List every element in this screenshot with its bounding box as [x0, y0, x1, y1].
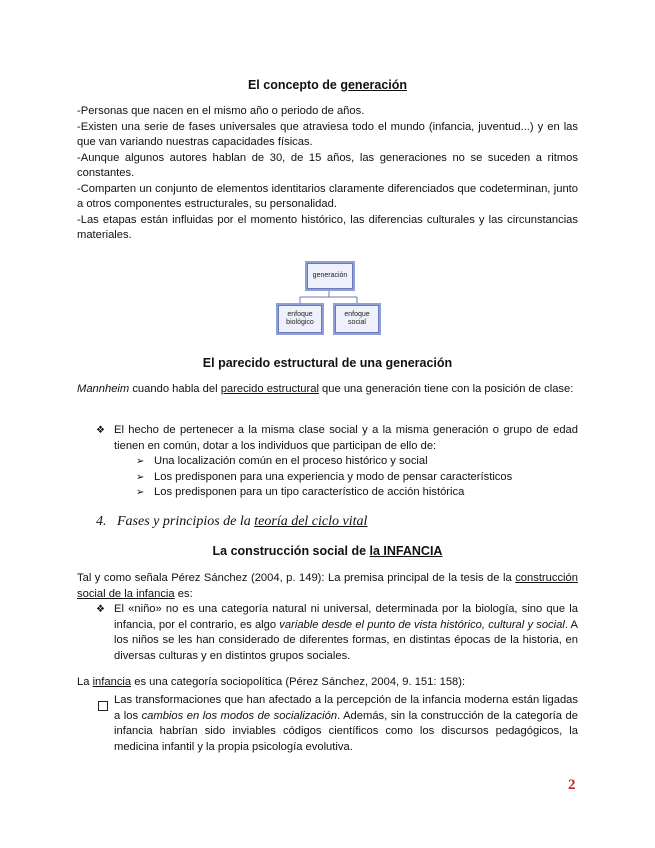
- intro-line: -Las etapas están influidas por el momento histórico, las diferencias culturales y las circunstancias materiales.: [77, 213, 578, 241]
- section-4-heading: 4. Fases y principios de la teoría del ciclo vital: [96, 514, 368, 529]
- diamond-bullet-icon: ❖: [96, 604, 105, 615]
- intro-line: -Personas que nacen en el mismo año o periodo de años.: [77, 105, 365, 117]
- diamond-bullet-icon: ❖: [96, 425, 105, 436]
- intro-line: -Aunque algunos autores hablan de 30, de 15 años, las generaciones no se suceden a ritmos constantes.: [77, 151, 578, 179]
- intro-line: -Existen una serie de fases universales que atraviesa todo el mundo (infancia, juventud...) y en las que van variando nuestras capacidades físicas.: [77, 120, 578, 148]
- arrow-bullet-icon: ➢: [136, 456, 145, 467]
- heading-concepto-generacion: [0, 78, 655, 92]
- checkbox-icon: [98, 697, 114, 715]
- heading-parecido-estructural: El parecido estructural de una generación: [202, 356, 453, 370]
- author-name: Mannheim: [77, 383, 130, 395]
- diagram-node-biologico: enfoque biológico: [278, 305, 322, 333]
- bullet-pertenecer: El hecho de pertenecer a la misma clase social y a la misma generación o grupo de edad tienen en común, dotar a los individuos que participan de ello de:: [114, 424, 578, 452]
- arrow-bullet-icon: ➢: [136, 472, 145, 483]
- tal-paragraph: Tal y como señala Pérez Sánchez (2004, p. 149): La premisa principal de la tesis de la construcción social de la infancia es:: [77, 572, 578, 600]
- intro-paragraphs: [77, 104, 578, 244]
- intro-line: -Comparten un conjunto de elementos identitarios claramente diferenciados que codeterminan, junto a otros componentes estructurales, su personalidad.: [77, 182, 578, 210]
- generation-diagram: [275, 259, 383, 337]
- arrow-bullet-icon: ➢: [136, 487, 145, 498]
- mannheim-paragraph: Mannheim cuando habla del parecido estructural que una generación tiene con la posición de clase:: [77, 383, 574, 395]
- sub-item: Una localización común en el proceso histórico y social: [154, 455, 428, 467]
- page-number: 2: [568, 777, 576, 793]
- sub-item: Los predisponen para un tipo característico de acción histórica: [154, 486, 465, 498]
- diagram-node-social: enfoque social: [335, 305, 379, 333]
- diagram-node-generacion: generación: [307, 263, 353, 289]
- sub-item: Los predisponen para una experiencia y modo de pensar característicos: [154, 471, 513, 483]
- checkbox-item: Las transformaciones que han afectado a la percepción de la infancia moderna están ligadas a los cambios en los modos de socialización. Además, sin la construcción de la categoría de infancia habrían sido inviables códigos científicos como los discursos pedagógicos, la medicina infantil y la propia psicología evolutiva.: [114, 694, 578, 753]
- bullet-nino: El «niño» no es una categoría natural ni universal, determinada por la biología, sino que la infancia, por el contrario, es algo variable desde el punto de vista histórico, cultural y social. A los niños se les han considerado de diferentes formas, en distintas épocas de la historia, en diversas culturas y en distintos grupos sociales.: [114, 603, 579, 662]
- heading-text: El concepto de: [247, 78, 341, 92]
- infancia-paragraph: La infancia es una categoría sociopolítica (Pérez Sánchez, 2004, 9. 151: 158):: [77, 676, 466, 688]
- heading-construccion-infancia: La construcción social de la INFANCIA: [212, 544, 443, 558]
- heading-underlined: generación: [340, 78, 408, 92]
